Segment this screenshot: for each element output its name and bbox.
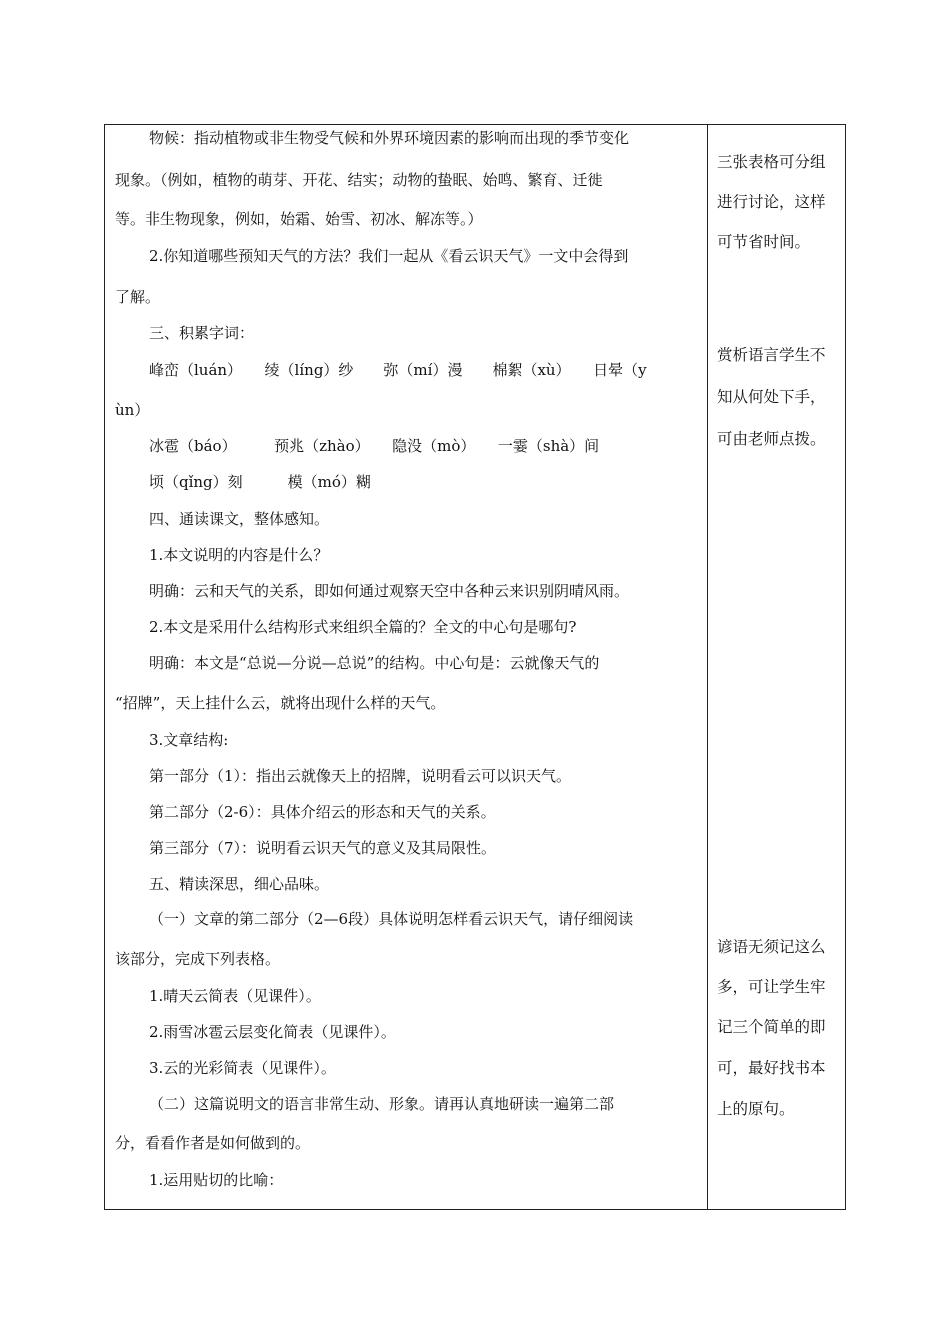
text-line: 峰峦（luán） 绫（líng）纱 弥（mí）漫 棉絮（xù） 日晕（y	[149, 361, 647, 379]
text-line: 等。非生物现象，例如，始霜、始雪、初冰、解冻等。）	[115, 210, 483, 228]
side-note-line: 上的原句。	[717, 1100, 795, 1118]
side-note-line: 知从何处下手，	[717, 388, 826, 406]
text-line: 物候：指动植物或非生物受气候和外界环境因素的影响而出现的季节变化	[149, 129, 630, 147]
text-line: 1.运用贴切的比喻：	[149, 1171, 284, 1189]
text-line: 了解。	[115, 288, 161, 306]
text-line: 2.雨雪冰雹云层变化简表（见课件）。	[149, 1023, 396, 1041]
text-line: 第三部分（7）：说明看云识天气的意义及其局限性。	[149, 839, 497, 857]
text-line: 3.云的光彩简表（见课件）。	[149, 1059, 336, 1077]
side-note-line: 多，可让学生牢	[717, 978, 826, 996]
side-note-line: 赏析语言学生不	[717, 346, 826, 364]
text-line: （一）文章的第二部分（2—6段）具体说明怎样看云识天气，请仔细阅读	[149, 910, 634, 928]
text-line: 五、精读深思，细心品味。	[149, 875, 330, 893]
text-line: 冰雹（báo） 预兆（zhào） 隐没（mò） 一霎（shà）间	[149, 437, 600, 455]
text-line: 现象。（例如，植物的萌芽、开花、结实；动物的蛰眠、始鸣、繁育、迁徙	[115, 171, 603, 189]
text-line: 2.你知道哪些预知天气的方法？我们一起从《看云识天气》一文中会得到	[149, 247, 629, 265]
lesson-table	[104, 124, 846, 1210]
text-line: 明确：本文是“总说—分说—总说”的结构。中心句是：云就像天气的	[149, 654, 600, 672]
text-line: （二）这篇说明文的语言非常生动、形象。请再认真地研读一遍第二部	[149, 1095, 615, 1113]
side-note-line: 记三个简单的即	[717, 1018, 826, 1036]
text-line: 第一部分（1）：指出云就像天上的招牌，说明看云可以识天气。	[149, 767, 572, 785]
text-line: “招牌”，天上挂什么云，就将出现什么样的天气。	[115, 694, 446, 712]
text-line: 第二部分（2-6）：具体介绍云的形态和天气的关系。	[149, 803, 496, 821]
side-note-line: 可，最好找书本	[717, 1059, 826, 1077]
text-line: 三、积累字词：	[149, 324, 255, 342]
side-note-line: 可节省时间。	[717, 233, 811, 251]
side-note-line: 可由老师点拨。	[717, 430, 826, 448]
text-line: 明确：云和天气的关系，即如何通过观察天空中各种云来识别阴晴风雨。	[149, 582, 630, 600]
text-line: 3.文章结构:	[149, 731, 229, 749]
column-divider	[707, 125, 708, 1209]
text-line: 1.晴天云简表（见课件）。	[149, 987, 321, 1005]
text-line: 分，看看作者是如何做到的。	[115, 1134, 311, 1152]
side-note-line: 三张表格可分组	[717, 153, 826, 171]
text-line: 该部分，完成下列表格。	[115, 950, 281, 968]
text-line: 四、通读课文，整体感知。	[149, 510, 330, 528]
text-line: 顷（qǐng）刻 模（mó）糊	[149, 473, 371, 491]
text-line: ùn）	[115, 401, 150, 419]
side-note-line: 谚语无须记这么	[717, 938, 826, 956]
text-line: 2.本文是采用什么结构形式来组织全篇的？全文的中心句是哪句?	[149, 618, 577, 636]
side-note-line: 进行讨论，这样	[717, 193, 826, 211]
text-line: 1.本文说明的内容是什么？	[149, 546, 329, 564]
